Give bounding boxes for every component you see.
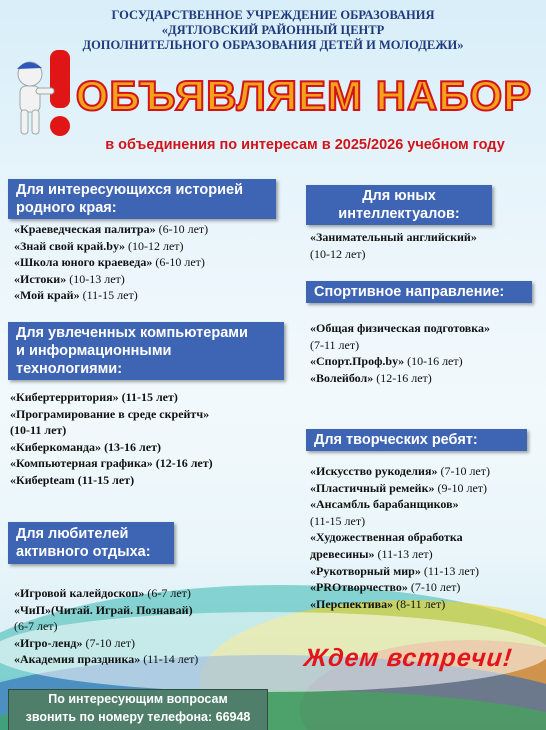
header-line: технологиями: xyxy=(16,361,123,377)
item-name: (12-16 лет) xyxy=(155,456,213,471)
header-line: активного отдыха: xyxy=(16,544,151,560)
item-name: (11-15 лет) xyxy=(77,472,135,487)
closing-slogan: Ждем встречи! xyxy=(302,644,514,672)
list-item xyxy=(14,585,198,602)
item-name: «PROтворчество» xyxy=(310,580,408,595)
item-name: «Кибертерритория» xyxy=(10,390,119,404)
item-age: (11-13 лет) xyxy=(423,563,479,578)
item-name: «Киберкоманда» xyxy=(10,439,102,454)
item-name: «Пластичный ремейк» xyxy=(310,480,435,495)
item-age: (6-7 лет) xyxy=(147,586,191,600)
item-name: «Волейбол» xyxy=(310,370,374,385)
org-line-2: «ДЯТЛОВСКИЙ РАЙОННЫЙ ЦЕНТР xyxy=(161,23,385,37)
creative-list xyxy=(310,463,490,612)
item-age: (11-14 лет) xyxy=(143,652,199,667)
org-line-3: ДОПОЛНИТЕЛЬНОГО ОБРАЗОВАНИЯ ДЕТЕЙ И МОЛОДЕЖИ» xyxy=(82,38,464,52)
phone-info-box xyxy=(8,689,268,730)
phone-line-1: По интересующим вопросам xyxy=(48,692,228,706)
item-age: (7-10 лет) xyxy=(440,464,490,478)
phone-line-2: звонить по номеру телефона: 66948 xyxy=(25,710,251,724)
list-item xyxy=(14,287,208,304)
item-name: «Ансамбль барабанщиков» xyxy=(310,497,459,512)
item-age: (6-10 лет) xyxy=(158,222,209,236)
list-item xyxy=(10,406,213,423)
list-item xyxy=(310,353,490,370)
item-name: (13-16 лет) xyxy=(104,439,162,454)
item-age: (7-10 лет) xyxy=(410,580,461,595)
list-item xyxy=(14,635,198,652)
header-line: Для творческих ребят: xyxy=(314,432,478,448)
item-name: «Общая физическая подготовка» xyxy=(310,321,490,335)
header-line: Для интересующихся историей xyxy=(16,182,244,198)
item-name: «Програмирование в среде скрейтч» xyxy=(10,406,210,421)
list-item xyxy=(14,238,208,255)
item-age: (11-15 лет) xyxy=(82,288,138,303)
item-name: «ЧиП»(Читай. Играй. Познавай) xyxy=(14,602,193,617)
item-name: «Мой край» xyxy=(14,288,80,303)
item-age: (10-12 лет) xyxy=(310,246,366,261)
item-name: «Художественная обработка xyxy=(310,530,463,545)
list-item xyxy=(310,229,477,246)
item-age: (10-13 лет) xyxy=(69,271,125,286)
computers-list xyxy=(10,389,213,489)
item-age: (10-12 лет) xyxy=(127,238,184,253)
list-item xyxy=(310,246,477,263)
item-age: (11-13 лет) xyxy=(377,546,433,561)
list-item xyxy=(10,389,213,406)
header-line: Для любителей xyxy=(16,526,129,542)
item-name: «Рукотворный мир» xyxy=(310,563,421,578)
item-name: «Перспектива» xyxy=(310,596,394,611)
list-item xyxy=(14,602,198,619)
item-name: «Академия праздника» xyxy=(14,652,141,667)
sport-list xyxy=(310,320,490,386)
list-item xyxy=(310,370,490,387)
item-age: (12-16 лет) xyxy=(376,370,432,385)
section-header-intellect xyxy=(306,185,492,225)
list-item xyxy=(310,496,490,513)
item-name: «Киберteam xyxy=(10,472,75,487)
list-item xyxy=(310,579,490,596)
item-name: «Занимательный английский» xyxy=(310,230,477,244)
item-name: «Краеведческая палитра» xyxy=(14,222,156,236)
header-line: интеллектуалов: xyxy=(338,206,460,222)
poster-title: ОБЪЯВЛЯЕМ НАБОР xyxy=(75,72,533,119)
item-name: «Искусство рукоделия» xyxy=(310,464,438,478)
item-age: (6-10 лет) xyxy=(155,255,205,270)
list-item xyxy=(10,439,213,456)
item-name: «Компьютерная графика» xyxy=(10,456,153,471)
section-header-creative xyxy=(306,429,527,451)
section-header-sport xyxy=(306,281,532,303)
item-name: (11-15 лет) xyxy=(121,390,178,404)
list-item xyxy=(14,651,198,668)
item-name: «Знай свой край.by» xyxy=(14,238,125,253)
list-item xyxy=(310,529,490,546)
item-age: (6-7 лет) xyxy=(14,619,58,634)
item-name: «Школа юного краеведа» xyxy=(14,255,153,270)
list-item xyxy=(14,271,208,288)
list-item xyxy=(310,596,490,613)
section-header-active xyxy=(8,522,174,564)
list-item xyxy=(310,337,490,354)
active-list xyxy=(14,585,198,668)
item-age: (10-16 лет) xyxy=(407,354,463,369)
item-name: древесины» xyxy=(310,546,375,561)
item-age: (7-10 лет) xyxy=(85,635,136,650)
list-item xyxy=(14,254,208,271)
header-line: Для юных xyxy=(362,188,436,204)
list-item xyxy=(310,463,490,480)
item-age: (11-15 лет) xyxy=(310,513,366,528)
list-item xyxy=(310,563,490,580)
list-item xyxy=(10,472,213,489)
list-item xyxy=(310,546,490,563)
list-item xyxy=(14,221,208,238)
list-item xyxy=(310,513,490,530)
item-age: (8-11 лет) xyxy=(396,596,446,611)
intellect-list xyxy=(310,229,477,262)
item-name: «Истоки» xyxy=(14,271,67,286)
list-item xyxy=(310,320,490,337)
section-header-history xyxy=(8,179,276,219)
org-line-1: ГОСУДАРСТВЕННОЕ УЧРЕЖДЕНИЕ ОБРАЗОВАНИЯ xyxy=(111,8,435,22)
list-item xyxy=(310,480,490,497)
header-line: Для увлеченных компьютерами xyxy=(16,325,248,341)
header-line: родного края: xyxy=(16,200,117,216)
item-name: «Игровой калейдоскоп» xyxy=(14,586,145,600)
item-name: (10-11 лет) xyxy=(10,423,67,438)
list-item xyxy=(10,422,213,439)
header-line: и информационными xyxy=(16,343,172,359)
list-item xyxy=(14,618,198,635)
item-age: (9-10 лет) xyxy=(437,480,488,495)
item-name: «Игро-ленд» xyxy=(14,635,83,650)
header-line: Спортивное направление: xyxy=(314,284,505,300)
poster-subtitle: в объединения по интересам в 2025/2026 учебном году xyxy=(105,137,505,153)
list-item xyxy=(10,455,213,472)
history-list xyxy=(14,221,208,304)
item-age: (7-11 лет) xyxy=(310,337,360,352)
section-header-computers xyxy=(8,322,284,380)
item-name: «Спорт.Проф.by» xyxy=(310,354,405,369)
